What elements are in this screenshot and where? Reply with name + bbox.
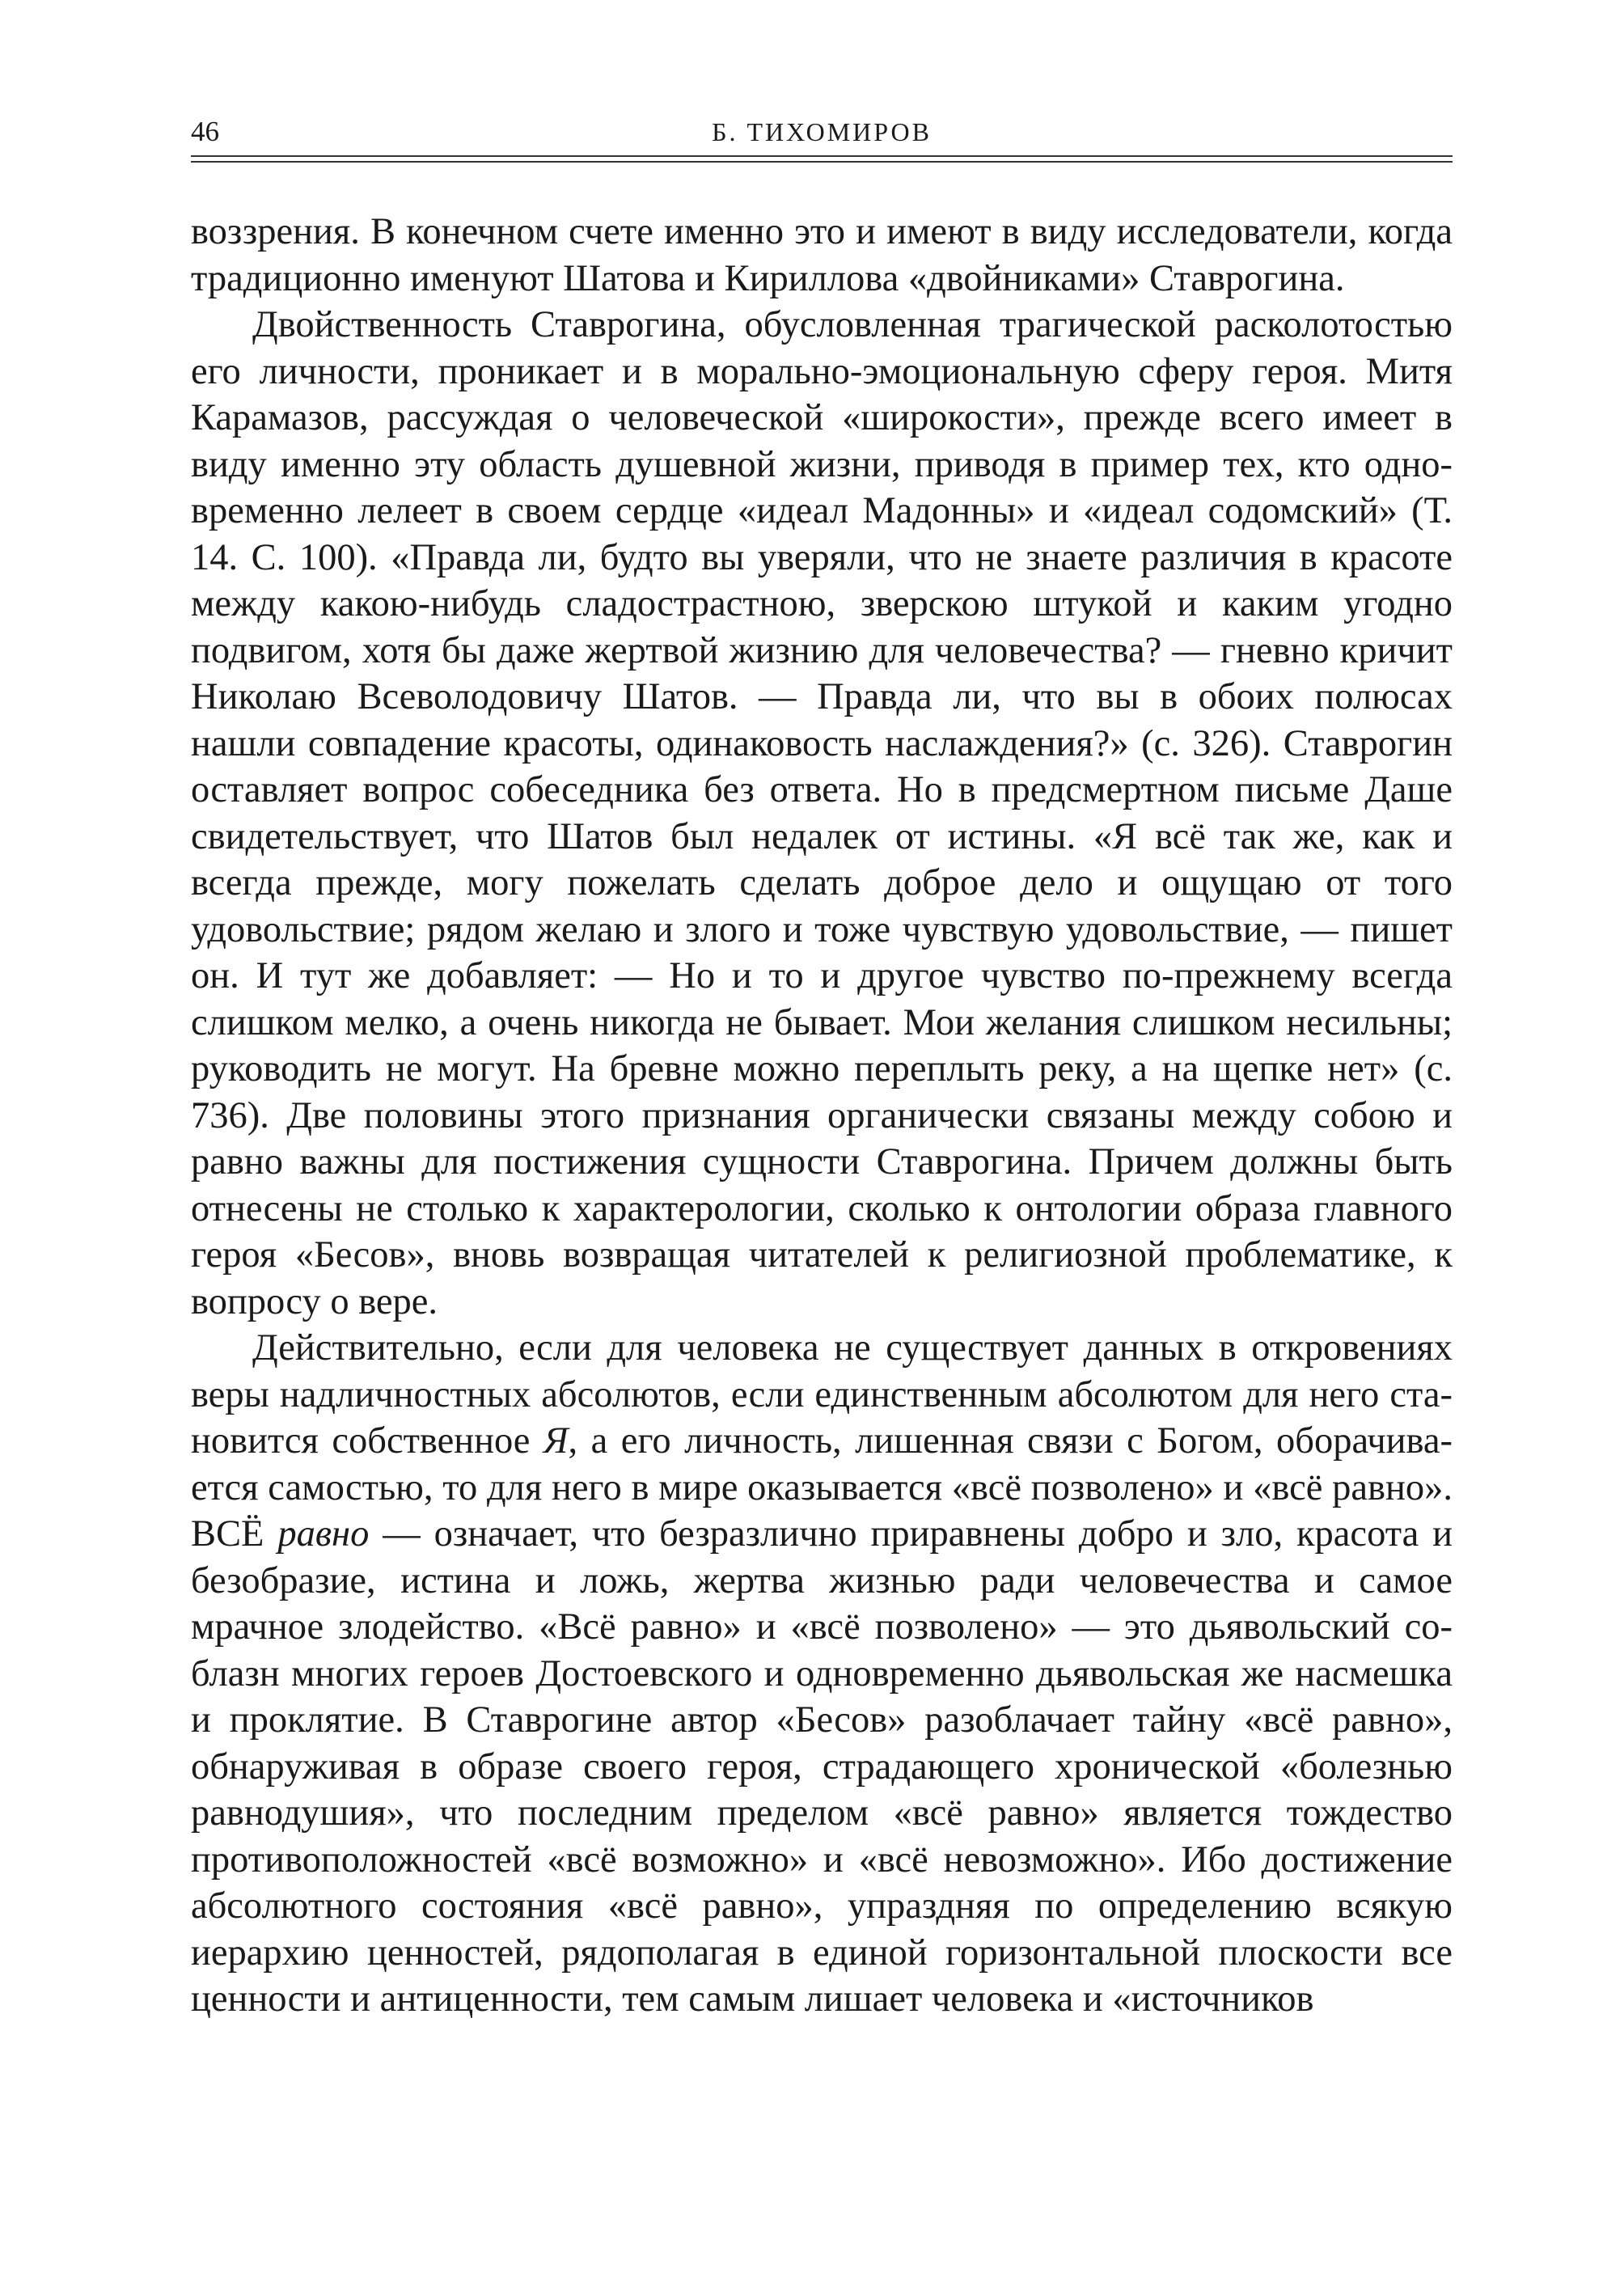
page-number: 46 bbox=[191, 116, 219, 147]
paragraph-text-span: Действительно, если для человека не существует данных в откровениях веры надличностных абсолютов, если единственным абсолютом для него становится собственное bbox=[191, 1327, 1453, 1462]
header-rule-bottom bbox=[191, 161, 1453, 163]
paragraph-duality: Двойственность Ставрогина, обусловленная трагической расколотостью его личности, проникает и в морально-эмоциональную сферу героя. Митя Карамазов, рассуждая о человеческой «широкости», прежде всего имеет в виду именно эту область душевной жизни, приводя в пример тех, кто одновременно лелеет в своем сердце «идеал Мадонны» и «идеал содомский» (Т. 14. С. 100). «Правда ли, будто вы уверяли, что не знаете различия в красоте между какою-нибудь сладострастною, зверскою штукой и каким угодно подвигом, хотя бы даже жертвой жизнию для человечества? — гневно кричит Николаю Всеволодовичу Шатов. — Правда ли, что вы в обоих полюсах нашли совпадение красоты, одинаковость наслаждения?» (с. 326). Ставрогин оставляет вопрос собеседника без ответа. Но в предсмертном письме Даше свидетельствует, что Шатов был недалек от истины. «Я всё так же, как и всегда прежде, могу пожелать сделать доброе дело и ощущаю от того удовольствие; рядом желаю и злого и тоже чувствую удовольствие, — пишет он. И тут же добавляет: — Но и то и другое чувство по-прежнему всегда слишком мелко, а очень никогда не бывает. Мои желания слишком несильны; руководить не могут. На бревне можно переплыть реку, а на щепке нет» (с. 736). Две половины этого признания органически связаны между собою и равно важны для постижения сущности Ставрогина. Причем должны быть отнесены не столько к характерологии, сколько к онтологии образа главного героя «Бесов», вновь возвращая читателей к религиозной проблематике, к вопросу о вере. bbox=[191, 304, 1453, 1322]
paragraph-continued: воззрения. В конечном счете именно это и имеют в виду исследователи, когда традиционно именуют Шатова и Кириллова «двойниками» Ставрогина. bbox=[191, 211, 1453, 299]
page-header bbox=[191, 112, 1453, 152]
italic-ravno: равно bbox=[277, 1513, 370, 1555]
running-title: Б. ТИХОМИРОВ bbox=[712, 117, 932, 146]
paragraph-text-span: — означает, что безразлично приравнены добро и зло, красота и безобразие, истина и ложь, жертва жизнью ради человечества и самое мрачное злодейство. «Всё равно» и «всё позволено» — это дьявольский соблазн многих героев Достоевского и одновременно дьявольская же насмешка и проклятие. В Ставрогине автор «Бесов» разоблачает тайну «всё равно», обнаруживая в образе своего героя, страдающего хронической «болезнью равнодушия», что последним пределом «всё равно» является тождество противоположностей «всё возможно» и «всё невозможно». Ибо достижение абсолютного состояния «всё равно», упраздняя по определению всякую иерархию ценностей, рядополагая в единой горизонтальной плоскости все ценности и антиценности, тем самым лишает человека и «источников bbox=[191, 1513, 1453, 2020]
body-text bbox=[191, 209, 1453, 2023]
header-rule-top bbox=[191, 155, 1453, 157]
paragraph-all-equal bbox=[191, 1325, 1453, 2023]
italic-ya: Я bbox=[543, 1420, 569, 1462]
paragraph-text-span: , а его личность, лишенная связи с Богом, оборачивается самостью, то для него в мире оказывается «всё позволено» и «всё равно». ВСЁ bbox=[191, 1420, 1453, 1555]
